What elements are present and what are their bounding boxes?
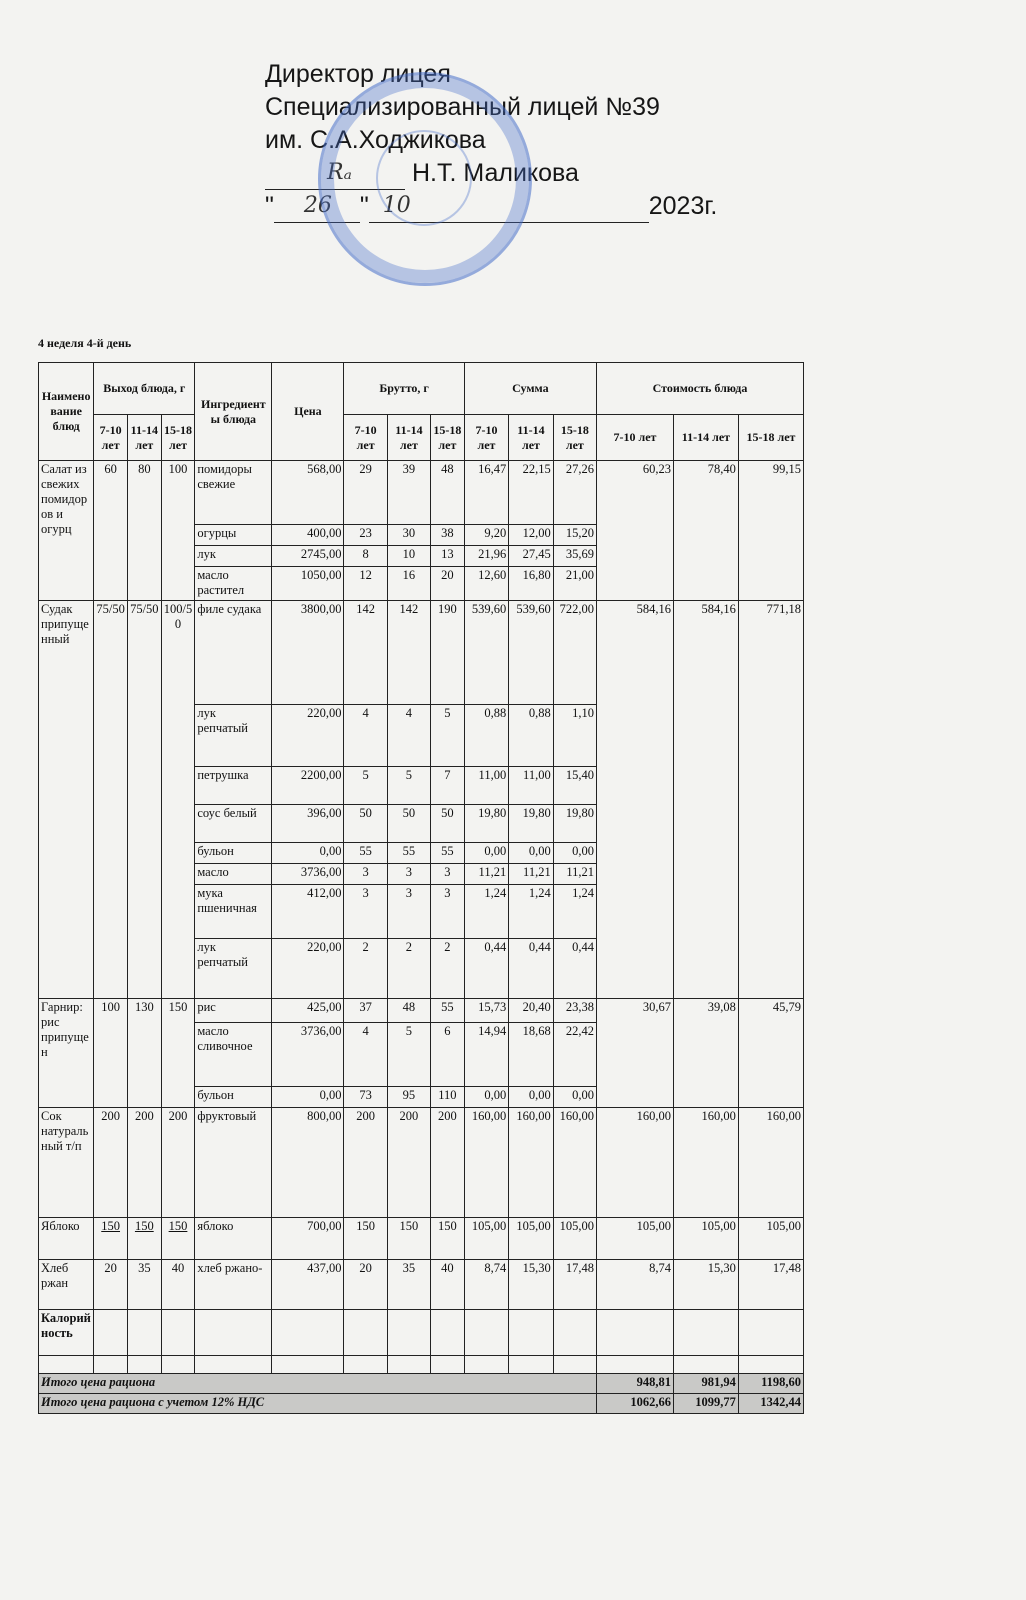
calories-row [39, 1310, 804, 1356]
date-quote-close: " [359, 192, 369, 220]
ingredient-sum-age1: 105,00 [464, 1218, 508, 1260]
ingredient-sum-age1: 15,73 [464, 999, 508, 1023]
header-cost-age1: 7-10 лет [596, 415, 673, 461]
ingredient-name: лук [195, 546, 272, 567]
header-ingredients: Ингредиенты блюда [195, 363, 272, 461]
empty-cell [272, 1356, 344, 1374]
ingredient-price: 568,00 [272, 461, 344, 525]
ingredient-sum-age3: 11,21 [553, 864, 596, 885]
ingredient-price: 3736,00 [272, 1023, 344, 1087]
total-value-age1: 1062,66 [596, 1394, 673, 1414]
ingredient-brutto-age1: 37 [344, 999, 387, 1023]
empty-cell [738, 1356, 803, 1374]
dish-name: Салат из свежих помидоров и огурц [39, 461, 94, 601]
ingredient-brutto-age1: 5 [344, 767, 387, 805]
ingredient-sum-age3: 15,40 [553, 767, 596, 805]
ingredient-brutto-age3: 48 [431, 461, 465, 525]
ingredient-brutto-age2: 200 [387, 1108, 430, 1218]
empty-cell [161, 1310, 195, 1356]
header-cost-age3: 15-18 лет [738, 415, 803, 461]
dish-output-age2: 130 [127, 999, 161, 1108]
dish-cost-age1: 105,00 [596, 1218, 673, 1260]
ingredient-brutto-age3: 13 [431, 546, 465, 567]
total-value-age2: 1099,77 [673, 1394, 738, 1414]
dish-cost-age3: 105,00 [738, 1218, 803, 1260]
table-row [39, 1260, 804, 1310]
empty-cell [387, 1356, 430, 1374]
ingredient-brutto-age2: 48 [387, 999, 430, 1023]
ingredient-brutto-age1: 55 [344, 843, 387, 864]
ingredient-brutto-age2: 55 [387, 843, 430, 864]
ingredient-sum-age3: 1,10 [553, 705, 596, 767]
ingredient-brutto-age1: 73 [344, 1087, 387, 1108]
empty-cell [596, 1310, 673, 1356]
ingredient-brutto-age3: 110 [431, 1087, 465, 1108]
date-day: 26 [303, 193, 332, 218]
total-value-age1: 948,81 [596, 1374, 673, 1394]
ingredient-price: 220,00 [272, 939, 344, 999]
ingredient-sum-age1: 19,80 [464, 805, 508, 843]
ingredient-brutto-age1: 23 [344, 525, 387, 546]
header-output-age1: 7-10 лет [94, 415, 128, 461]
ingredient-sum-age3: 160,00 [553, 1108, 596, 1218]
ingredient-brutto-age3: 5 [431, 705, 465, 767]
empty-cell [431, 1356, 465, 1374]
ingredient-sum-age1: 0,88 [464, 705, 508, 767]
dish-output-age3: 100/50 [161, 601, 195, 999]
header-sum-age2: 11-14 лет [509, 415, 553, 461]
ingredient-price: 437,00 [272, 1260, 344, 1310]
dish-output-age2: 150 [127, 1218, 161, 1260]
dish-cost-age3: 17,48 [738, 1260, 803, 1310]
ingredient-brutto-age2: 3 [387, 864, 430, 885]
empty-cell [344, 1310, 387, 1356]
dish-cost-age2: 160,00 [673, 1108, 738, 1218]
ingredient-name: масло [195, 864, 272, 885]
ingredient-name: масло сливочное [195, 1023, 272, 1087]
total-row [39, 1394, 804, 1414]
ingredient-sum-age2: 15,30 [509, 1260, 553, 1310]
ingredient-brutto-age3: 50 [431, 805, 465, 843]
empty-cell [673, 1356, 738, 1374]
dish-name: Судак припущенный [39, 601, 94, 999]
ingredient-brutto-age1: 20 [344, 1260, 387, 1310]
ingredient-sum-age3: 0,00 [553, 1087, 596, 1108]
empty-cell [387, 1310, 430, 1356]
empty-cell [195, 1310, 272, 1356]
ingredient-name: мука пшеничная [195, 885, 272, 939]
header-sum-age1: 7-10 лет [464, 415, 508, 461]
ingredient-brutto-age2: 150 [387, 1218, 430, 1260]
menu-table [38, 362, 804, 1414]
ingredient-brutto-age2: 2 [387, 939, 430, 999]
ingredient-sum-age3: 0,00 [553, 843, 596, 864]
dish-output-age1: 200 [94, 1108, 128, 1218]
total-value-age3: 1198,60 [738, 1374, 803, 1394]
menu-subtitle: 4 неделя 4-й день [38, 336, 132, 350]
total-label: Итого цена рациона [39, 1374, 597, 1394]
dish-output-age2: 200 [127, 1108, 161, 1218]
table-row [39, 461, 804, 525]
ingredient-name: бульон [195, 843, 272, 864]
table-row [39, 999, 804, 1023]
date-day-field [274, 193, 360, 223]
ingredient-sum-age2: 11,21 [509, 864, 553, 885]
header-output-age3: 15-18 лет [161, 415, 195, 461]
ingredient-sum-age2: 19,80 [509, 805, 553, 843]
ingredient-brutto-age3: 7 [431, 767, 465, 805]
ingredient-brutto-age2: 16 [387, 567, 430, 601]
ingredient-sum-age3: 22,42 [553, 1023, 596, 1087]
empty-cell [195, 1356, 272, 1374]
dish-cost-age2: 584,16 [673, 601, 738, 999]
ingredient-brutto-age2: 39 [387, 461, 430, 525]
ingredient-sum-age1: 14,94 [464, 1023, 508, 1087]
ingredient-sum-age2: 539,60 [509, 601, 553, 705]
ingredient-sum-age2: 22,15 [509, 461, 553, 525]
header-output: Выход блюда, г [94, 363, 195, 415]
dish-cost-age1: 584,16 [596, 601, 673, 999]
empty-cell [39, 1356, 94, 1374]
header-cost-age2: 11-14 лет [673, 415, 738, 461]
ingredient-brutto-age3: 6 [431, 1023, 465, 1087]
dish-output-age3: 200 [161, 1108, 195, 1218]
ingredient-brutto-age3: 200 [431, 1108, 465, 1218]
header-age-row [39, 415, 804, 461]
ingredient-brutto-age1: 3 [344, 885, 387, 939]
ingredient-price: 220,00 [272, 705, 344, 767]
dish-output-age3: 150 [161, 999, 195, 1108]
ingredient-brutto-age1: 8 [344, 546, 387, 567]
ingredient-brutto-age1: 50 [344, 805, 387, 843]
ingredient-sum-age2: 12,00 [509, 525, 553, 546]
ingredient-name: хлеб ржано- [195, 1260, 272, 1310]
ingredient-sum-age1: 21,96 [464, 546, 508, 567]
empty-cell [127, 1310, 161, 1356]
ingredient-name: огурцы [195, 525, 272, 546]
dish-name: Хлеб ржан [39, 1260, 94, 1310]
header-sum: Сумма [464, 363, 596, 415]
ingredient-brutto-age1: 29 [344, 461, 387, 525]
date-month: 10 [382, 193, 411, 218]
ingredient-sum-age2: 1,24 [509, 885, 553, 939]
ingredient-sum-age1: 11,00 [464, 767, 508, 805]
ingredient-sum-age2: 0,44 [509, 939, 553, 999]
dish-name: Гарнир: рис припущен [39, 999, 94, 1108]
empty-cell [272, 1310, 344, 1356]
dish-cost-age1: 30,67 [596, 999, 673, 1108]
ingredient-brutto-age3: 3 [431, 885, 465, 939]
ingredient-brutto-age3: 20 [431, 567, 465, 601]
ingredient-price: 3736,00 [272, 864, 344, 885]
calories-label: Калорийность [39, 1310, 94, 1356]
table-header [39, 363, 804, 461]
total-value-age3: 1342,44 [738, 1394, 803, 1414]
dish-cost-age3: 45,79 [738, 999, 803, 1108]
ingredient-sum-age1: 12,60 [464, 567, 508, 601]
ingredient-sum-age1: 160,00 [464, 1108, 508, 1218]
header-brutto: Брутто, г [344, 363, 464, 415]
dish-output-age3: 40 [161, 1260, 195, 1310]
dish-output-age2: 75/50 [127, 601, 161, 999]
dish-output-age1: 20 [94, 1260, 128, 1310]
ingredient-price: 2200,00 [272, 767, 344, 805]
dish-cost-age2: 105,00 [673, 1218, 738, 1260]
ingredient-brutto-age2: 5 [387, 767, 430, 805]
ingredient-price: 412,00 [272, 885, 344, 939]
ingredient-brutto-age1: 2 [344, 939, 387, 999]
ingredient-brutto-age2: 50 [387, 805, 430, 843]
empty-cell [553, 1356, 596, 1374]
dish-cost-age3: 99,15 [738, 461, 803, 601]
ingredient-name: яблоко [195, 1218, 272, 1260]
ingredient-brutto-age2: 3 [387, 885, 430, 939]
ingredient-name: соус белый [195, 805, 272, 843]
empty-cell [464, 1356, 508, 1374]
ingredient-sum-age3: 0,44 [553, 939, 596, 999]
ingredient-name: лук репчатый [195, 705, 272, 767]
dish-cost-age1: 160,00 [596, 1108, 673, 1218]
header-price: Цена [272, 363, 344, 461]
empty-cell [553, 1310, 596, 1356]
ingredient-brutto-age1: 3 [344, 864, 387, 885]
empty-cell [94, 1356, 128, 1374]
empty-cell [94, 1310, 128, 1356]
date-quote-open: " [265, 192, 274, 220]
empty-cell [738, 1310, 803, 1356]
table-body [39, 461, 804, 1414]
ingredient-brutto-age2: 5 [387, 1023, 430, 1087]
dish-output-age1: 150 [94, 1218, 128, 1260]
ingredient-price: 396,00 [272, 805, 344, 843]
ingredient-sum-age2: 0,00 [509, 1087, 553, 1108]
ingredient-price: 700,00 [272, 1218, 344, 1260]
ingredient-sum-age1: 0,44 [464, 939, 508, 999]
table-row [39, 1108, 804, 1218]
ingredient-sum-age1: 0,00 [464, 1087, 508, 1108]
ingredient-sum-age3: 15,20 [553, 525, 596, 546]
ingredient-sum-age3: 722,00 [553, 601, 596, 705]
ingredient-sum-age3: 17,48 [553, 1260, 596, 1310]
ingredient-sum-age1: 11,21 [464, 864, 508, 885]
ingredient-price: 800,00 [272, 1108, 344, 1218]
ingredient-brutto-age1: 200 [344, 1108, 387, 1218]
ingredient-brutto-age2: 35 [387, 1260, 430, 1310]
ingredient-sum-age1: 8,74 [464, 1260, 508, 1310]
ingredient-brutto-age3: 3 [431, 864, 465, 885]
ingredient-brutto-age2: 30 [387, 525, 430, 546]
empty-cell [464, 1310, 508, 1356]
header-brutto-age1: 7-10 лет [344, 415, 387, 461]
dish-output-age3: 100 [161, 461, 195, 601]
header-name: Наименование блюд [39, 363, 94, 461]
ingredient-price: 2745,00 [272, 546, 344, 567]
dish-output-age3: 150 [161, 1218, 195, 1260]
ingredient-brutto-age2: 95 [387, 1087, 430, 1108]
header-output-age2: 11-14 лет [127, 415, 161, 461]
total-label: Итого цена рациона с учетом 12% НДС [39, 1394, 597, 1414]
ingredient-brutto-age3: 190 [431, 601, 465, 705]
ingredient-brutto-age3: 38 [431, 525, 465, 546]
dish-cost-age2: 15,30 [673, 1260, 738, 1310]
dish-output-age1: 75/50 [94, 601, 128, 999]
dish-name: Яблоко [39, 1218, 94, 1260]
ingredient-name: бульон [195, 1087, 272, 1108]
ingredient-sum-age3: 27,26 [553, 461, 596, 525]
header-cost: Стоимость блюда [596, 363, 803, 415]
ingredient-brutto-age1: 4 [344, 1023, 387, 1087]
ingredient-brutto-age3: 40 [431, 1260, 465, 1310]
ingredient-sum-age2: 0,88 [509, 705, 553, 767]
date-year: 2023г. [648, 192, 718, 220]
ingredient-price: 0,00 [272, 1087, 344, 1108]
ingredient-sum-age2: 18,68 [509, 1023, 553, 1087]
dish-cost-age3: 160,00 [738, 1108, 803, 1218]
ingredient-name: рис [195, 999, 272, 1023]
ingredient-name: лук репчатый [195, 939, 272, 999]
ingredient-sum-age3: 1,24 [553, 885, 596, 939]
ingredient-sum-age1: 539,60 [464, 601, 508, 705]
dish-cost-age2: 39,08 [673, 999, 738, 1108]
ingredient-price: 1050,00 [272, 567, 344, 601]
dish-cost-age3: 771,18 [738, 601, 803, 999]
ingredient-sum-age3: 35,69 [553, 546, 596, 567]
ingredient-brutto-age3: 55 [431, 843, 465, 864]
total-row [39, 1374, 804, 1394]
dish-output-age2: 80 [127, 461, 161, 601]
empty-cell [509, 1356, 553, 1374]
ingredient-sum-age2: 11,00 [509, 767, 553, 805]
ingredient-sum-age3: 19,80 [553, 805, 596, 843]
table-row [39, 601, 804, 705]
ingredient-sum-age2: 160,00 [509, 1108, 553, 1218]
dish-cost-age2: 78,40 [673, 461, 738, 601]
header-sum-age3: 15-18 лет [553, 415, 596, 461]
dish-output-age1: 100 [94, 999, 128, 1108]
ingredient-brutto-age2: 4 [387, 705, 430, 767]
ingredient-sum-age3: 105,00 [553, 1218, 596, 1260]
ingredient-sum-age2: 105,00 [509, 1218, 553, 1260]
approval-school: Специализированный лицей №39 [265, 93, 660, 121]
dish-cost-age1: 60,23 [596, 461, 673, 601]
approval-school-name: им. С.А.Ходжикова [265, 126, 486, 154]
signature-field [265, 160, 405, 190]
approval-signature-line [265, 157, 717, 190]
ingredient-price: 400,00 [272, 525, 344, 546]
dish-name: Сок натуральный т/п [39, 1108, 94, 1218]
ingredient-sum-age1: 1,24 [464, 885, 508, 939]
ingredient-sum-age1: 9,20 [464, 525, 508, 546]
ingredient-name: масло растител [195, 567, 272, 601]
ingredient-brutto-age1: 4 [344, 705, 387, 767]
ingredient-brutto-age3: 150 [431, 1218, 465, 1260]
dish-output-age1: 60 [94, 461, 128, 601]
ingredient-price: 3800,00 [272, 601, 344, 705]
table-row [39, 1218, 804, 1260]
dish-output-age2: 35 [127, 1260, 161, 1310]
ingredient-name: петрушка [195, 767, 272, 805]
ingredient-brutto-age1: 150 [344, 1218, 387, 1260]
approval-block [265, 58, 717, 223]
ingredient-brutto-age2: 10 [387, 546, 430, 567]
approval-position: Директор лицея [265, 60, 451, 88]
ingredient-sum-age2: 27,45 [509, 546, 553, 567]
ingredient-sum-age2: 0,00 [509, 843, 553, 864]
ingredient-price: 425,00 [272, 999, 344, 1023]
date-month-field [369, 193, 649, 223]
signature-mark: Rₐ [327, 160, 352, 185]
ingredient-sum-age2: 20,40 [509, 999, 553, 1023]
spacer-row [39, 1356, 804, 1374]
dish-cost-age1: 8,74 [596, 1260, 673, 1310]
ingredient-sum-age3: 23,38 [553, 999, 596, 1023]
empty-cell [127, 1356, 161, 1374]
ingredient-name: филе судака [195, 601, 272, 705]
ingredient-sum-age3: 21,00 [553, 567, 596, 601]
empty-cell [344, 1356, 387, 1374]
header-brutto-age3: 15-18 лет [431, 415, 465, 461]
empty-cell [509, 1310, 553, 1356]
header-brutto-age2: 11-14 лет [387, 415, 430, 461]
empty-cell [673, 1310, 738, 1356]
ingredient-brutto-age3: 55 [431, 999, 465, 1023]
ingredient-name: фруктовый [195, 1108, 272, 1218]
ingredient-brutto-age2: 142 [387, 601, 430, 705]
approval-date-line [265, 190, 717, 223]
ingredient-price: 0,00 [272, 843, 344, 864]
total-value-age2: 981,94 [673, 1374, 738, 1394]
approval-signer: Н.Т. Маликова [411, 159, 579, 187]
ingredient-brutto-age3: 2 [431, 939, 465, 999]
empty-cell [596, 1356, 673, 1374]
ingredient-sum-age2: 16,80 [509, 567, 553, 601]
ingredient-brutto-age1: 142 [344, 601, 387, 705]
ingredient-name: помидоры свежие [195, 461, 272, 525]
ingredient-sum-age1: 16,47 [464, 461, 508, 525]
ingredient-sum-age1: 0,00 [464, 843, 508, 864]
empty-cell [431, 1310, 465, 1356]
empty-cell [161, 1356, 195, 1374]
ingredient-brutto-age1: 12 [344, 567, 387, 601]
